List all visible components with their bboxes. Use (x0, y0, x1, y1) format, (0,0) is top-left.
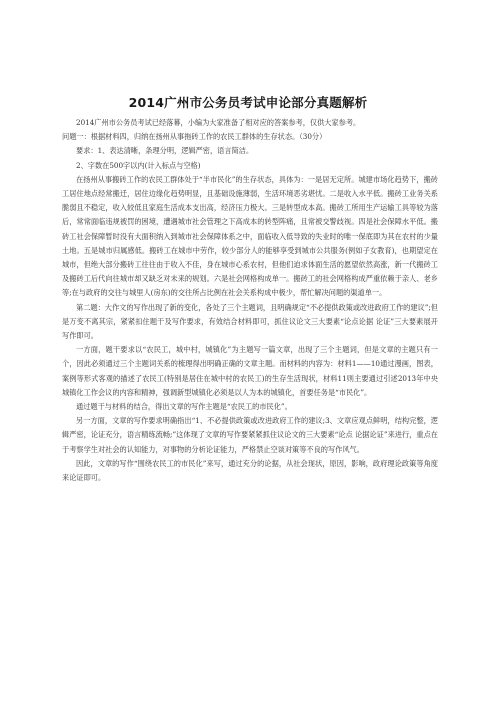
question-one: 问题一：根据材料四，归纳在扬州从事拖砖工作的农民工群体的生存状态。（30分） (62, 132, 327, 142)
answer-paragraph: 在扬州从事搬砖工作的农民工群体处于“半市民化”的生存状态，具体为：一是居无定所。城建市场化趋势下，搬砖工居住地点经常搬迁，居住边缘化趋势明显，且基础设施薄弱，生活环境恶劣堪忧。二是收入水平低。搬砖工业务关系脆弱且不稳定，收入较低且家庭生活成本支出高，经济压力极大。三是转型成本高。搬砖工所用生产运输工具等较为落后，常常面临违规被罚的困境，遭遇城市社会管理之下高成本的转型阵痛，且常被交警歧视。四是社会保障水平低。搬砖工社会保障暂时没有大面积纳入到城市社会保障体系之中，面临收入低导致的失业时的唯一保底即为其在农村的少量土地。五是城市归属感低。搬砖工在城市中劳作，较少部分人的能够享受到城市公共服务(例如子女教育)，也期望定在城市，但绝大部分搬砖工往往由于收入不佳，身在城市心系农村，但他们迫求体面生活的愿望依然高涨，新一代搬砖工及搬砖工后代向往城市却又缺乏对未来的规划。六是社会网格构成单一。搬砖工的社会网格构成严重依赖于亲人、老乡等;在与政府的交往与城里人(房东)的交往所占比例在社会关系构成中极少，帮忙解决问题的渠道单一。 (62, 174, 438, 298)
document-body (62, 116, 438, 485)
conclusion-paragraph: 因此，文章的写作“围绕农民工的市民化”来写，通过充分的论据，从社会现状，原因，影响，政府理论政策等角度来论证即可。 (62, 458, 438, 483)
intro-paragraph: 2014广州市公务员考试已经落幕，小编为大家准备了相对应的答案参考，仅供大家参考。 (76, 118, 361, 127)
requirement-two: 2、字数在500字以内(计入标点与空格) (76, 160, 201, 170)
requirement-one: 要求：1、表达清晰，条理分明，逻辑严密，语言简洁。 (76, 146, 254, 156)
document-title: 2014广州市公务员考试申论部分真题解析 (128, 95, 368, 110)
question-two-paragraph: 第二题：大作文的写作出现了新的变化，各处了三个主题词，且明确规定“不必提供政策或改进政府工作的建议”;但是万变不离其宗，紧紧扣住题干及写作要求，有效结合材料即可，抓住议论文三大要素“论点论据 论证”三大要素展开写作即可。 (62, 302, 438, 341)
analysis-paragraph-2: 通过题干与材料的结合，得出文章的写作主题是“农民工的市民化”。 (76, 402, 292, 412)
analysis-paragraph-3: 另一方面，文章的写作要求明确指出“1、不必提供政策或改进政府工作的建议;3、文章应观点鲜明，结构完整，逻辑严密，论证充分，语言精练流畅;”这体现了文章的写作要紧紧抓住议论文的三大要素“论点 论据论证”来进行，重点在于考察学生对社会的认知能力，对事物的分析论证能力，严格禁止空谈对策等不良的写作风气。 (62, 416, 438, 454)
analysis-paragraph-1: 一方面，题干要求以“农民工，城中村，城镇化”为主题写一篇文章，出现了三个主题词，但是文章的主题只有一个，因此必须通过三个主题词关系的梳理得出明确正确的文章主题。而材料的内容为：材料1——10通过漫画，图表，案例等形式客观的描述了农民工(特别是居住在城中村的农民工)的生存生活现状，材料11则主要通过引述2013年中央城镇化工作会议的内容和精神，强调新型城镇化必须是以人为本的城镇化，首要任务是“市民化”。 (62, 345, 438, 397)
